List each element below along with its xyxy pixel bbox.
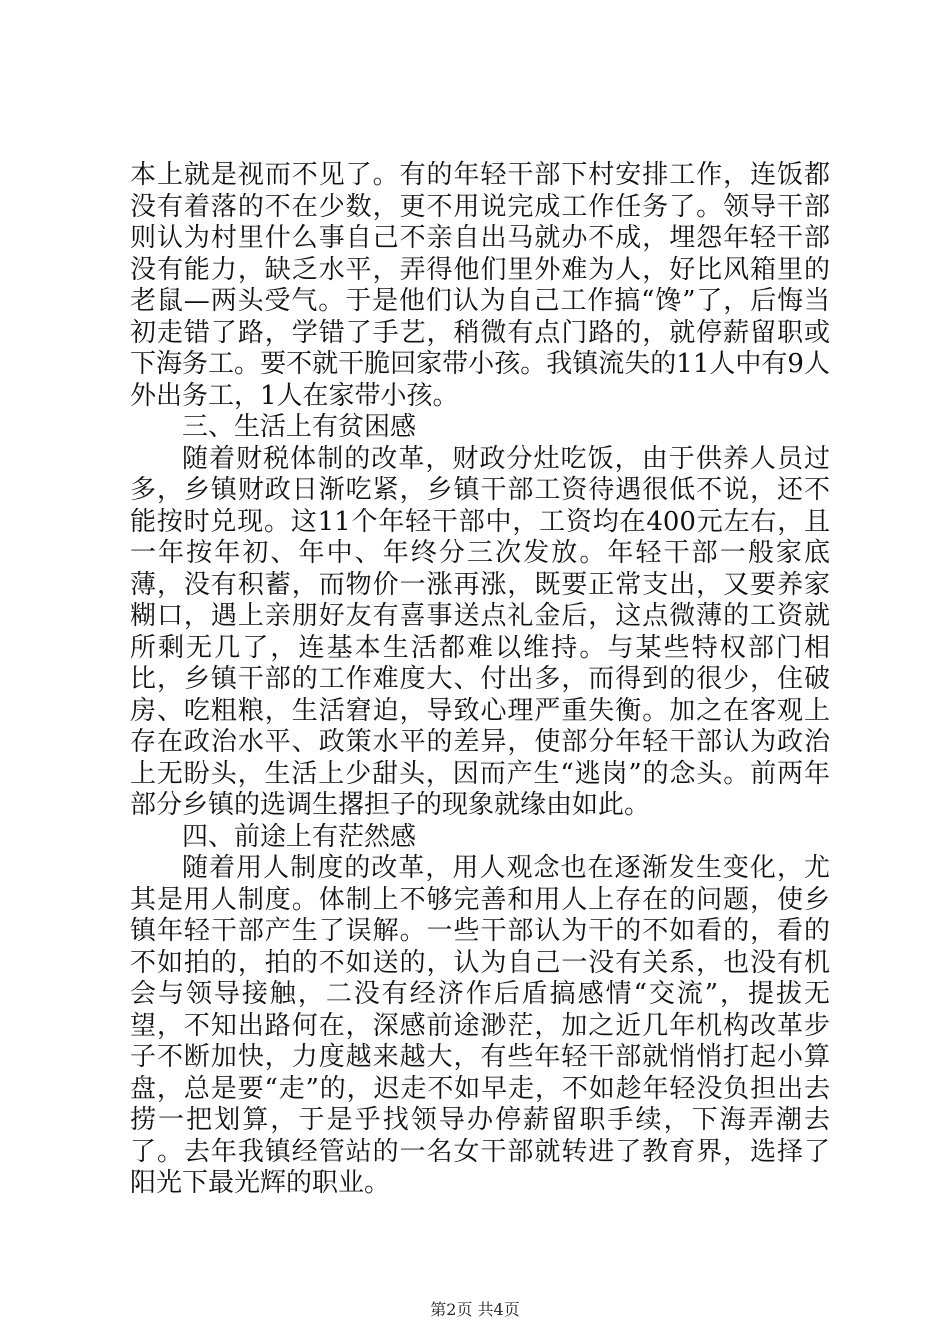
section-heading-poverty: 三、生活上有贫困感 — [182, 412, 417, 442]
paragraph-future: 随着用人制度的改革，用人观念也在逐渐发生变化，尤其是用人制度。体制上不够完善和用人上存在的问题，使乡镇年轻干部产生了误解。一些干部认为干的不如看的，看的不如拍的，拍的不如送的，认为自己一没有关系，也没有机会与领导接触，二没有经济作后盾搞感情“交流”，提拔无望，不知出路何在，深感前途渺茫，加之近几年机构改革步子不断加快，力度越来越大，有些年轻干部就悄悄打起小算盘，总是要“走”的，迟走不如早走，不如趁年轻没负担出去捞一把划算，于是乎找领导办停薪留职手续，下海弄潮去了。去年我镇经管站的一名女干部就转进了教育界，选择了阳光下最光辉的职业。 — [130, 853, 830, 1198]
paragraph-continuation: 本上就是视而不见了。有的年轻干部下村安排工作，连饭都没有着落的不在少数，更不用说完成工作任务了。领导干部则认为村里什么事自己不亲自出马就办不成，埋怨年轻干部没有能力，缺乏水平，弄得他们里外难为人，好比风箱里的老鼠—两头受气。于是他们认为自己工作搞“馋”了，后悔当初走错了路，学错了手艺，稍微有点门路的，就停薪留职或下海务工。要不就干脆回家带小孩。我镇流失的11人中有9人外出务工，1人在家带小孩。 — [130, 160, 830, 411]
section-heading-future: 四、前途上有茫然感 — [182, 821, 417, 852]
document-body — [130, 160, 830, 1200]
page-footer: 第2页 共4页 — [430, 1300, 520, 1319]
paragraph-poverty: 随着财税体制的改革，财政分灶吃饭，由于供养人员过多，乡镇财政日渐吃紧，乡镇干部工资待遇很低不说，还不能按时兑现。这11个年轻干部中，工资均在400元左右，且一年按年初、年中、年终分三次发放。年轻干部一般家底薄，没有积蓄，而物价一涨再涨，既要正常支出，又要养家糊口，遇上亲朋好友有喜事送点礼金后，这点微薄的工资就所剩无几了，连基本生活都难以维持。与某些特权部门相比，乡镇干部的工作难度大、付出多，而得到的很少，住破房、吃粗粮，生活窘迫，导致心理严重失衡。加之在客观上存在政治水平、政策水平的差异，使部分年轻干部认为政治上无盼头，生活上少甜头，因而产生“逃岗”的念头。前两年部分乡镇的选调生撂担子的现象就缘由如此。 — [130, 443, 830, 820]
